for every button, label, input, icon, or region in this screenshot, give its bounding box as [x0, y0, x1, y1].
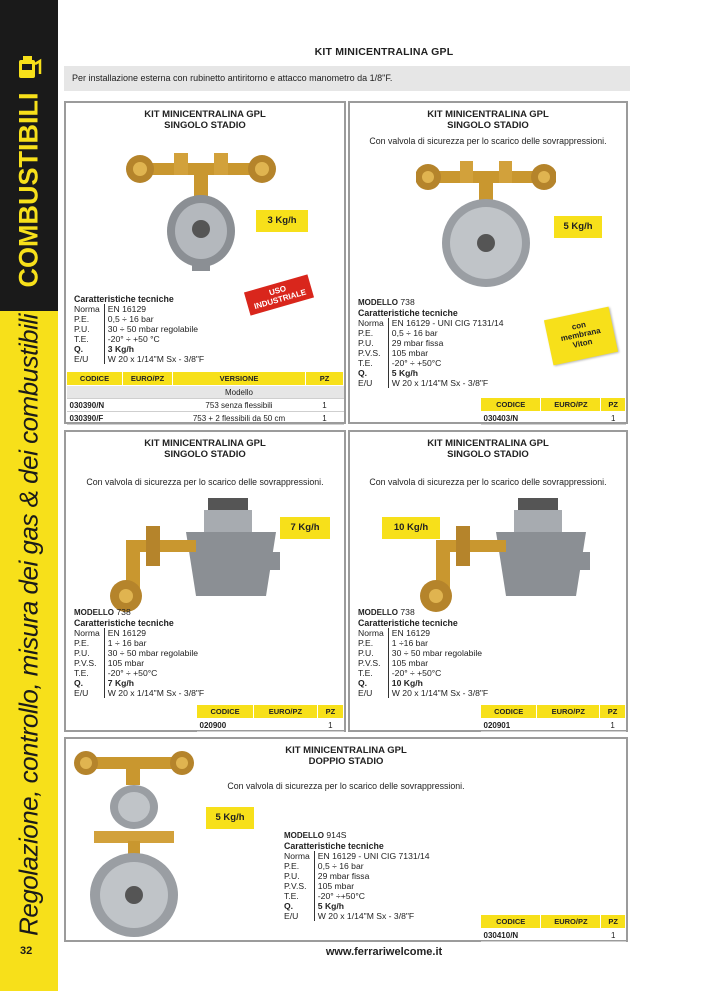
- product-subtitle: SINGOLO STADIO: [447, 449, 529, 460]
- spec-value: 7 Kg/h: [104, 678, 204, 688]
- spec-value: 0,5 ÷ 16 bar: [314, 861, 429, 871]
- spec-value: -20° ÷ +50°C: [388, 668, 488, 678]
- spec-key: E/U: [358, 378, 373, 388]
- specs-title: Caratteristiche tecniche: [284, 841, 384, 851]
- specs-block: [358, 297, 504, 388]
- specs-table: [74, 304, 204, 364]
- spec-row: [358, 668, 488, 678]
- page-title: KIT MINICENTRALINA GPL: [314, 46, 454, 58]
- flow-rate-badge: 7 Kg/h: [280, 517, 330, 539]
- spec-value: 1 ÷ 16 bar: [104, 638, 204, 648]
- spec-value: 105 mbar: [104, 658, 204, 668]
- spec-key: P.E.: [358, 638, 374, 648]
- regulator-image: [106, 496, 286, 614]
- col-pz: PZ: [306, 372, 344, 386]
- spec-row: [284, 871, 430, 881]
- spec-value: 29 mbar fissa: [314, 871, 429, 881]
- spec-row: [358, 678, 488, 688]
- spec-value: 10 Kg/h: [388, 678, 488, 688]
- table-row: 030410/N 1: [481, 929, 626, 942]
- spec-key: E/U: [74, 688, 89, 698]
- spec-row: [358, 648, 488, 658]
- col-codice: CODICE: [481, 398, 541, 412]
- specs-block: [284, 830, 430, 921]
- spec-key: E/U: [358, 688, 373, 698]
- spec-key: P.E.: [358, 328, 374, 338]
- order-table: [480, 704, 626, 732]
- table-row: 030390/F 753 + 2 flessibili da 50 cm 1: [67, 412, 344, 425]
- spec-key: Q.: [74, 344, 84, 354]
- spec-value: 30 ÷ 50 mbar regolabile: [388, 648, 488, 658]
- spec-row: [358, 338, 504, 348]
- col-euro: EURO/PZ: [541, 915, 601, 929]
- specs-title: Caratteristiche tecniche: [358, 618, 458, 628]
- spec-key: P.U.: [358, 648, 374, 658]
- col-euro: EURO/PZ: [541, 398, 601, 412]
- model-label: MODELLO: [358, 608, 398, 617]
- specs-title: Caratteristiche tecniche: [74, 294, 174, 304]
- intro-text: Per installazione esterna con rubinetto antiritorno e attacco manometro da 1/8"F.: [64, 66, 630, 91]
- spec-row: [358, 688, 488, 698]
- spec-key: T.E.: [358, 668, 373, 678]
- spec-value: EN 16129 - UNI CIG 7131/14: [314, 851, 429, 861]
- order-table: [480, 397, 626, 425]
- spec-row: [74, 314, 204, 324]
- model-label: MODELLO: [284, 831, 324, 840]
- spec-value: 105 mbar: [314, 881, 429, 891]
- spec-value: 105 mbar: [388, 348, 503, 358]
- spec-key: Norma: [74, 304, 100, 314]
- spec-row: [284, 861, 430, 871]
- spec-row: [358, 318, 504, 328]
- col-pz: PZ: [600, 705, 626, 719]
- spec-row: [74, 334, 204, 344]
- spec-row: [74, 324, 204, 334]
- col-pz: PZ: [601, 398, 626, 412]
- product-subtitle: SINGOLO STADIO: [164, 449, 246, 460]
- col-euro: EURO/PZ: [254, 705, 318, 719]
- col-versione: VERSIONE: [173, 372, 306, 386]
- spec-value: W 20 x 1/14"M Sx - 3/8"F: [104, 354, 204, 364]
- spec-key: P.V.S.: [284, 881, 307, 891]
- product-title: KIT MINICENTRALINA GPL: [144, 109, 266, 120]
- page-number: 32: [20, 945, 33, 957]
- product-description: Con valvola di sicurezza per lo scarico delle sovrappressioni.: [227, 781, 465, 791]
- model-label: MODELLO: [74, 608, 114, 617]
- regulator-image: [74, 745, 194, 941]
- specs-title: Caratteristiche tecniche: [74, 618, 174, 628]
- spec-value: 105 mbar: [388, 658, 488, 668]
- spec-key: Q.: [284, 901, 294, 911]
- spec-row: [74, 628, 204, 638]
- col-codice: CODICE: [481, 705, 537, 719]
- spec-value: 0,5 ÷ 16 bar: [388, 328, 503, 338]
- spec-value: 30 ÷ 50 mbar regolabile: [104, 648, 204, 658]
- col-codice: CODICE: [197, 705, 254, 719]
- spec-value: EN 16129: [104, 304, 204, 314]
- spec-key: E/U: [284, 911, 299, 921]
- flow-rate-badge: 5 Kg/h: [554, 216, 602, 238]
- product-card: [348, 430, 628, 732]
- regulator-image: [416, 151, 556, 291]
- website-link[interactable]: www.ferrariwelcome.it: [325, 946, 443, 958]
- spec-key: T.E.: [358, 358, 373, 368]
- col-euro: EURO/PZ: [123, 372, 173, 386]
- product-title: KIT MINICENTRALINA GPL: [144, 438, 266, 449]
- spec-row: [74, 638, 204, 648]
- regulator-image: [416, 496, 596, 614]
- spec-row: [358, 628, 488, 638]
- spec-value: -20° ÷+50°C: [314, 891, 429, 901]
- spec-value: EN 16129 - UNI CIG 7131/14: [388, 318, 503, 328]
- spec-row: [284, 881, 430, 891]
- col-pz: PZ: [601, 915, 626, 929]
- order-table: [480, 914, 626, 942]
- specs-table: [358, 628, 488, 698]
- spec-row: [74, 344, 204, 354]
- specs-table: [358, 318, 504, 388]
- spec-row: [284, 851, 430, 861]
- spec-row: [74, 354, 204, 364]
- spec-value: 30 ÷ 50 mbar regolabile: [104, 324, 204, 334]
- spec-row: [74, 668, 204, 678]
- flow-rate-badge: 5 Kg/h: [206, 807, 254, 829]
- table-row: 020901 1: [481, 719, 626, 732]
- specs-title: Caratteristiche tecniche: [358, 308, 458, 318]
- spec-key: E/U: [74, 354, 89, 364]
- spec-key: Norma: [358, 628, 384, 638]
- spec-row: [358, 638, 488, 648]
- specs-table: [284, 851, 430, 921]
- spec-value: 5 Kg/h: [314, 901, 429, 911]
- spec-value: 0,5 ÷ 16 bar: [104, 314, 204, 324]
- table-row: 030390/N 753 senza flessibili 1: [67, 399, 344, 412]
- specs-block: [358, 607, 488, 698]
- product-description: Con valvola di sicurezza per lo scarico delle sovrappressioni.: [369, 477, 607, 487]
- model-number: 738: [400, 297, 415, 307]
- col-codice: CODICE: [67, 372, 123, 386]
- product-subtitle: DOPPIO STADIO: [308, 756, 384, 767]
- spec-row: [74, 648, 204, 658]
- col-codice: CODICE: [481, 915, 541, 929]
- spec-row: [284, 901, 430, 911]
- sidebar-section-title: Regolazione, controllo, misura dei gas & dei combustibili: [13, 314, 44, 936]
- spec-key: P.U.: [74, 324, 90, 334]
- spec-key: P.V.S.: [358, 348, 381, 358]
- spec-value: 1 ÷16 bar: [388, 638, 488, 648]
- spec-row: [358, 328, 504, 338]
- spec-row: [358, 378, 504, 388]
- product-title: KIT MINICENTRALINA GPL: [285, 745, 407, 756]
- fuel-icon: [14, 52, 44, 82]
- spec-key: P.U.: [358, 338, 374, 348]
- product-card: [64, 737, 628, 942]
- membrane-note: con membrana Viton: [544, 307, 618, 366]
- product-title: KIT MINICENTRALINA GPL: [427, 109, 549, 120]
- spec-row: [74, 678, 204, 688]
- col-euro: EURO/PZ: [537, 705, 600, 719]
- table-row: 020900 1: [197, 719, 344, 732]
- spec-key: P.E.: [74, 314, 90, 324]
- spec-value: 3 Kg/h: [104, 344, 204, 354]
- flow-rate-badge: 3 Kg/h: [256, 210, 308, 232]
- spec-row: [358, 348, 504, 358]
- spec-key: P.E.: [74, 638, 90, 648]
- spec-value: EN 16129: [104, 628, 204, 638]
- order-table: [66, 371, 344, 425]
- spec-row: [284, 911, 430, 921]
- table-row: 030403/N 1: [481, 412, 626, 425]
- spec-key: Q.: [358, 368, 368, 378]
- spec-value: -20° ÷ +50 °C: [104, 334, 204, 344]
- spec-row: [74, 658, 204, 668]
- spec-key: P.U.: [74, 648, 90, 658]
- spec-key: Norma: [358, 318, 384, 328]
- model-number: 738: [400, 607, 415, 617]
- model-number: 738: [116, 607, 131, 617]
- spec-key: Q.: [74, 678, 84, 688]
- spec-key: P.E.: [284, 861, 300, 871]
- product-card: [64, 430, 346, 732]
- spec-value: 29 mbar fissa: [388, 338, 503, 348]
- sidebar-category: COMBUSTIBILI: [13, 92, 44, 288]
- spec-key: P.V.S.: [74, 658, 97, 668]
- model-number: 914S: [326, 830, 347, 840]
- spec-row: [358, 368, 504, 378]
- product-description: Con valvola di sicurezza per lo scarico delle sovrappressioni.: [369, 136, 607, 146]
- regulator-image: [126, 141, 276, 271]
- spec-row: [74, 688, 204, 698]
- industrial-use-badge: USO INDUSTRIALE: [244, 274, 314, 315]
- spec-key: Norma: [74, 628, 100, 638]
- spec-key: T.E.: [74, 668, 89, 678]
- model-label: MODELLO: [358, 298, 398, 307]
- product-card: [64, 101, 346, 424]
- product-subtitle: SINGOLO STADIO: [164, 120, 246, 131]
- spec-value: 5 Kg/h: [388, 368, 503, 378]
- product-subtitle: SINGOLO STADIO: [447, 120, 529, 131]
- specs-block: [74, 294, 204, 364]
- spec-row: [74, 304, 204, 314]
- spec-value: W 20 x 1/14"M Sx - 3/8"F: [104, 688, 204, 698]
- specs-block: [74, 607, 204, 698]
- col-pz: PZ: [317, 705, 343, 719]
- spec-value: W 20 x 1/14"M Sx - 3/8"F: [388, 378, 503, 388]
- spec-key: Norma: [284, 851, 310, 861]
- specs-table: [74, 628, 204, 698]
- order-table: [196, 704, 344, 732]
- spec-key: Q.: [358, 678, 368, 688]
- spec-key: T.E.: [74, 334, 89, 344]
- spec-value: W 20 x 1/14"M Sx - 3/8"F: [388, 688, 488, 698]
- spec-key: P.U.: [284, 871, 300, 881]
- spec-value: W 20 x 1/14"M Sx - 3/8"F: [314, 911, 429, 921]
- product-title: KIT MINICENTRALINA GPL: [427, 438, 549, 449]
- spec-key: T.E.: [284, 891, 299, 901]
- spec-row: [358, 358, 504, 368]
- spec-row: [284, 891, 430, 901]
- spec-value: EN 16129: [388, 628, 488, 638]
- spec-value: -20° ÷ +50°C: [388, 358, 503, 368]
- table-subheader: Modello: [173, 386, 306, 399]
- product-card: [348, 101, 628, 424]
- product-description: Con valvola di sicurezza per lo scarico delle sovrappressioni.: [86, 477, 324, 487]
- spec-row: [358, 658, 488, 668]
- spec-key: P.V.S.: [358, 658, 381, 668]
- flow-rate-badge: 10 Kg/h: [382, 517, 440, 539]
- spec-value: -20° ÷ +50°C: [104, 668, 204, 678]
